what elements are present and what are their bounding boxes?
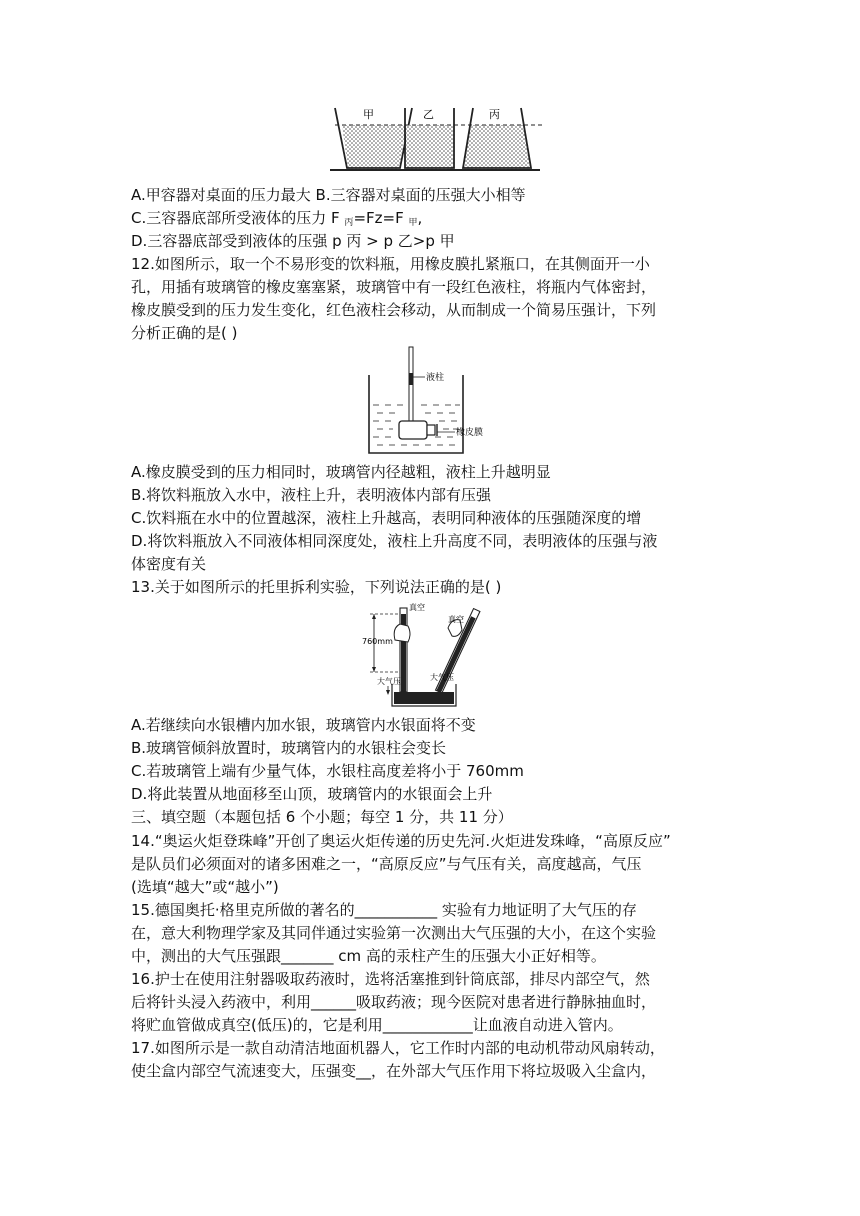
fill-question-line: 后将针头浸入药液中，利用______吸取药液；现今医院对患者进行静脉抽血时， bbox=[131, 993, 657, 1011]
q11-option-c-sub2: 甲 bbox=[408, 218, 418, 228]
q13-option: D.将此装置从地面移至山顶，玻璃管内的水银面会上升 bbox=[131, 785, 493, 803]
fill-question-line: 16.护士在使用注射器吸取药液时，选将活塞推到针筒底部，排尽内部空气，然 bbox=[131, 970, 650, 988]
containers-yi-bing bbox=[325, 104, 550, 174]
fill-question-line: 使尘盒内部空气流速变大，压强变__，在外部大气压作用下将垃圾吸入尘盒内， bbox=[131, 1062, 657, 1080]
q12-option: A.橡皮膜受到的压力相同时，玻璃管内径越粗，液柱上升越明显 bbox=[131, 463, 551, 481]
q12-option: C.饮料瓶在水中的位置越深，液柱上升越高，表明同种液体的压强随深度的增 bbox=[131, 509, 642, 527]
label-vacuum-2: 真空 bbox=[448, 615, 464, 624]
fill-question-line: 15.德国奥托·格里克所做的著名的___________ 实验有力地证明了大气压的存 bbox=[131, 901, 637, 919]
fill-question-line: (选填“越大”或“越小”) bbox=[131, 878, 279, 896]
q11-option-c-pre: C.三容器底部所受液体的压力 F bbox=[131, 209, 345, 227]
label-liquid-column: 液柱 bbox=[426, 373, 445, 383]
label-atm-pressure-1: 大气压 bbox=[377, 677, 401, 686]
fill-question-line: 17.如图所示是一款自动清洁地面机器人，它工作时内部的电动机带动风扇转动， bbox=[131, 1039, 665, 1057]
label-jia: 甲 bbox=[363, 108, 374, 121]
fill-question-line: 在，意大利物理学家及其同伴通过实验第一次测出大气压强的大小，在这个实验 bbox=[131, 924, 657, 942]
label-vacuum-1: 真空 bbox=[409, 603, 425, 612]
q12-option: D.将饮料瓶放入不同液体相同深度处，液柱上升高度不同，表明液体的压强与液 bbox=[131, 532, 658, 550]
q11-option-c bbox=[131, 207, 422, 229]
q11-option-c-mid: =Fz=F bbox=[353, 209, 409, 227]
q12-option: B.将饮料瓶放入水中，液柱上升，表明液体内部有压强 bbox=[131, 486, 492, 504]
label-rubber-membrane: 橡皮膜 bbox=[456, 428, 484, 438]
q12-stem-line: 孔，用插有玻璃管的橡皮塞塞紧，玻璃管中有一段红色液柱，将瓶内气体密封， bbox=[131, 278, 657, 296]
fill-question-line: 将贮血管做成真空(低压)的，它是利用____________让血液自动进入管内。 bbox=[131, 1016, 623, 1034]
q11-option-d: D.三容器底部受到液体的压强 p 丙 > p 乙>p 甲 bbox=[131, 232, 455, 250]
torricelli-figure bbox=[362, 600, 498, 710]
label-atm-pressure-2: 大气压 bbox=[430, 673, 454, 682]
q12-stem-line: 橡皮膜受到的压力发生变化，红色液柱会移动，从而制成一个简易压强计，下列 bbox=[131, 301, 657, 319]
q13-option: C.若玻璃管上端有少量气体，水银柱高度差将小于 760mm bbox=[131, 762, 524, 780]
fill-question-line: 14.“奥运火炬登珠峰”开创了奥运火炬传递的历史先河.火炬进发珠峰，“高原反应” bbox=[131, 832, 671, 850]
label-760mm: 760mm bbox=[362, 637, 393, 646]
q12-stem-line: 分析正确的是( ) bbox=[131, 324, 238, 342]
q11-option-c-sub1: 丙 bbox=[344, 218, 354, 228]
q11-option-ab: A.甲容器对桌面的压力最大 B.三容器对桌面的压强大小相等 bbox=[131, 186, 526, 204]
q13-option: B.玻璃管倾斜放置时，玻璃管内的水银柱会变长 bbox=[131, 739, 447, 757]
fill-question-line: 中，测出的大气压强跟_______ cm 高的汞柱产生的压强大小正好相等。 bbox=[131, 947, 606, 965]
q13-option: A.若继续向水银槽内加水银，玻璃管内水银面将不变 bbox=[131, 716, 476, 734]
label-yi: 乙 bbox=[423, 108, 434, 121]
q13-stem: 13.关于如图所示的托里拆利实验，下列说法正确的是( ) bbox=[131, 578, 502, 596]
q11-option-c-post: , bbox=[417, 209, 423, 227]
pressure-gauge-figure bbox=[365, 345, 495, 457]
q12-option: 体密度有关 bbox=[131, 555, 207, 573]
label-bing: 丙 bbox=[489, 108, 500, 121]
q12-stem-line: 12.如图所示，取一个不易形变的饮料瓶，用橡皮膜扎紧瓶口，在其侧面开一小 bbox=[131, 255, 650, 273]
section-heading: 三、填空题（本题包括 6 个小题；每空 1 分，共 11 分） bbox=[131, 808, 513, 826]
fill-question-line: 是队员们必须面对的诸多困难之一，“高原反应”与气压有关，高度越高，气压 bbox=[131, 855, 642, 873]
